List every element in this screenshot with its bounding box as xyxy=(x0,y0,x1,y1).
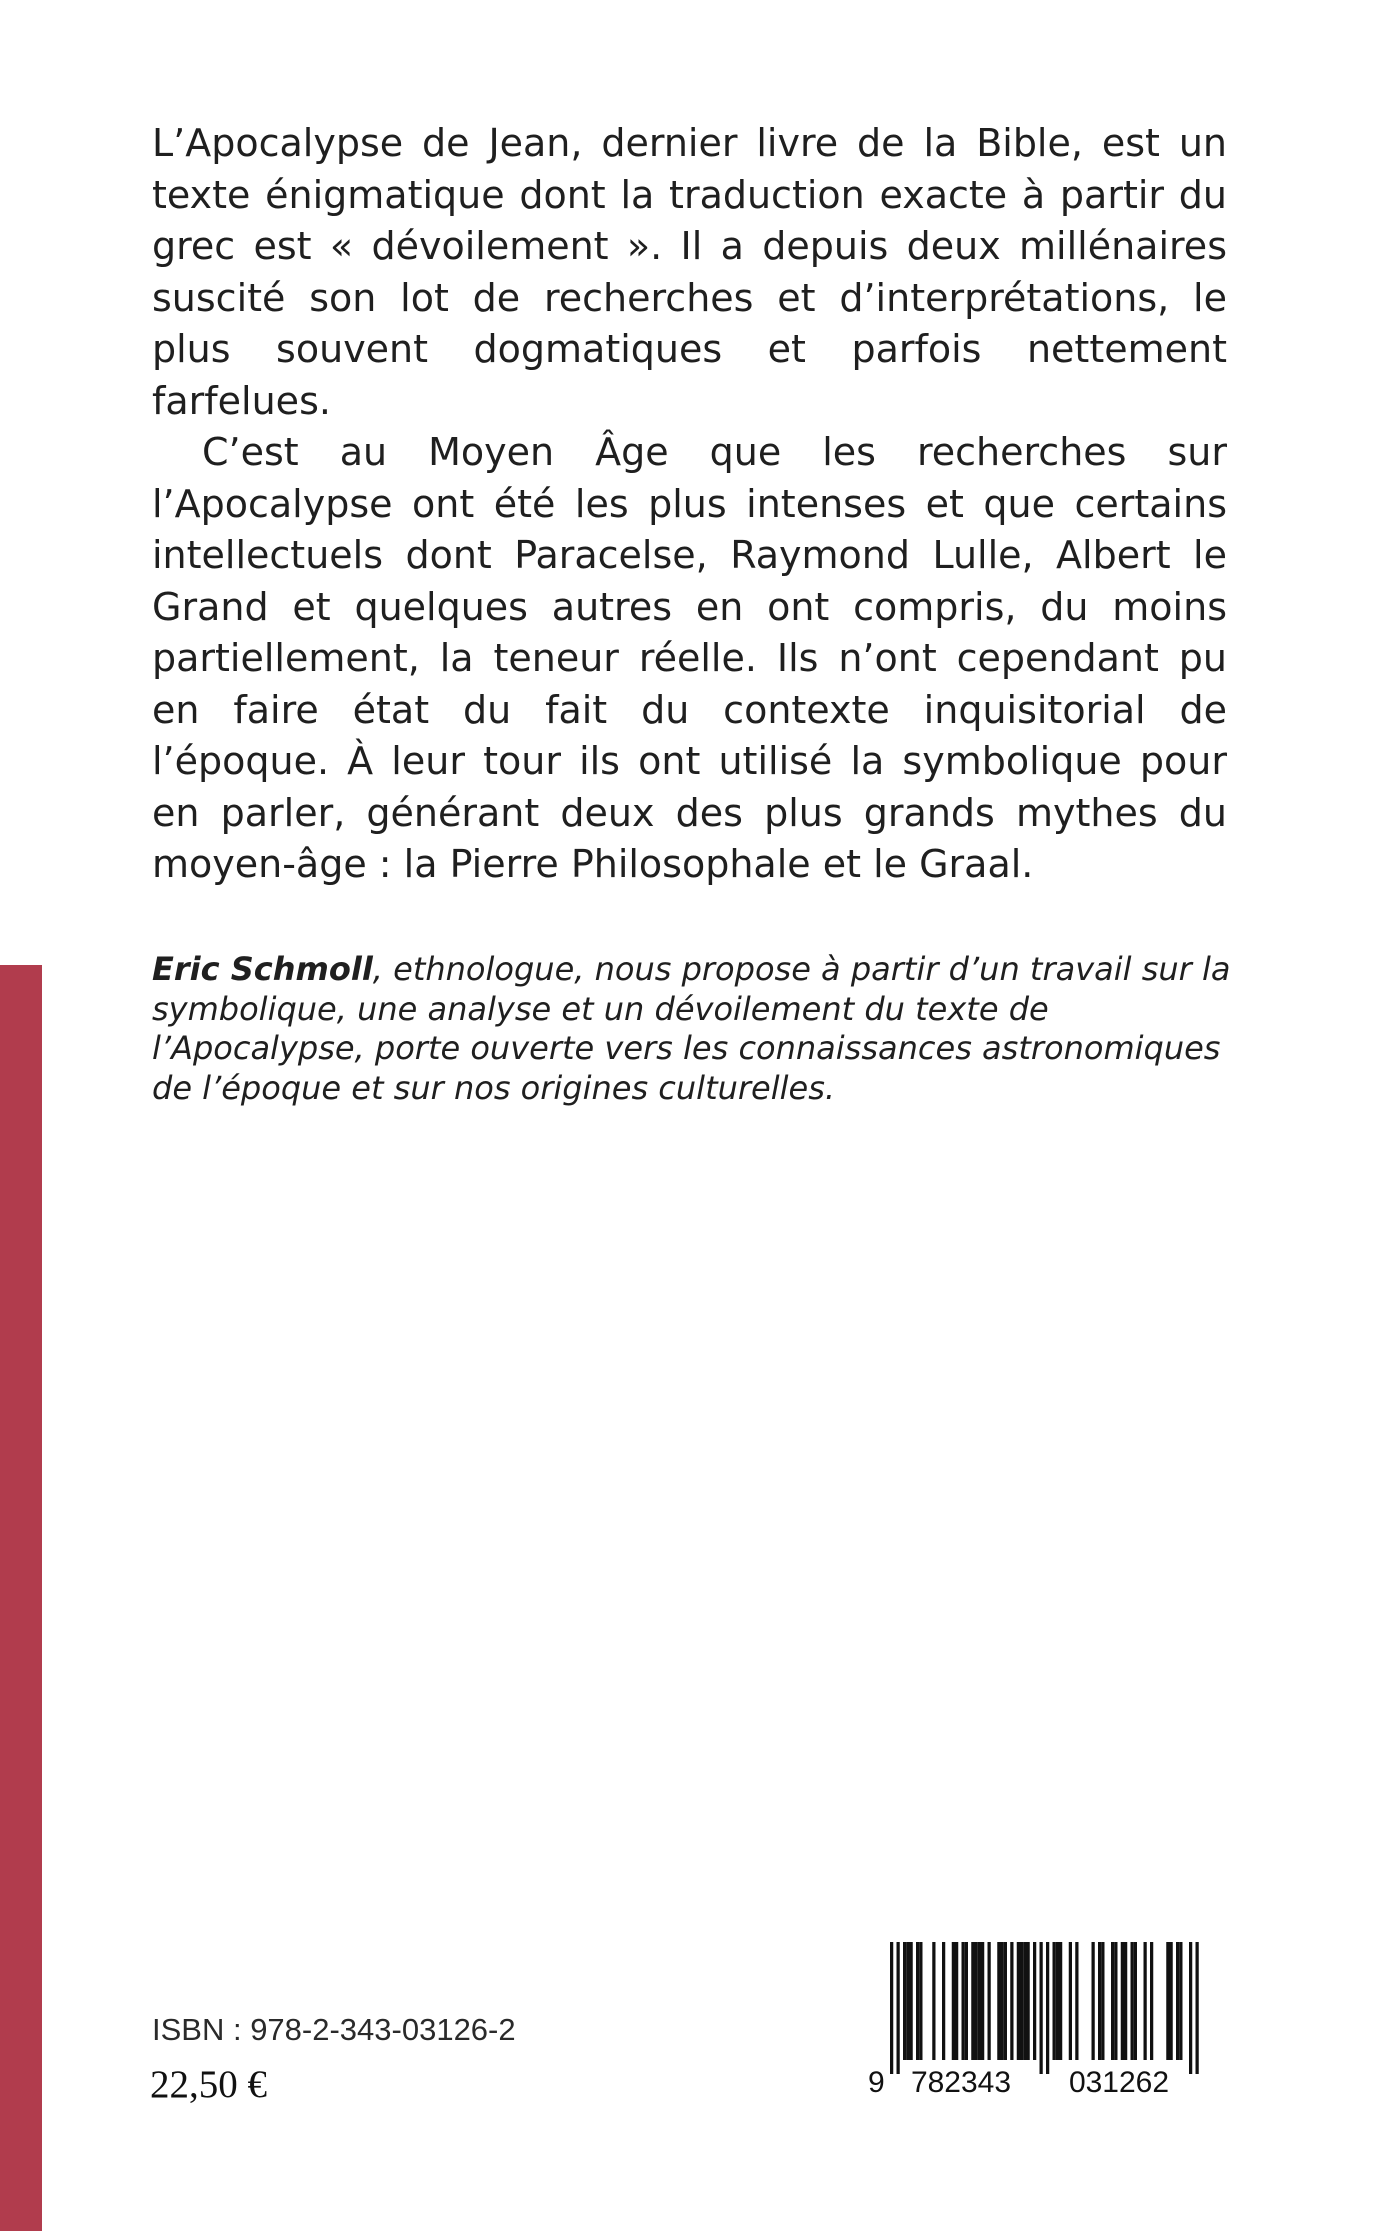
barcode-bar xyxy=(1001,1942,1004,2060)
barcode-bar xyxy=(981,1942,984,2060)
barcode-bar xyxy=(1101,1942,1104,2060)
author-description: , ethnologue, nous propose à partir d’un travail sur la symbolique, une analyse et un dévoilement du texte de l’Apocalypse, porte ouverte vers les connaissances astronomiques de l’époque et sur nos origines culturelles. xyxy=(152,950,1231,1107)
barcode-bar xyxy=(1170,1942,1173,2060)
barcode-bar xyxy=(1111,1942,1114,2060)
barcode-bar xyxy=(971,1942,974,2060)
barcode-bar xyxy=(1092,1942,1095,2060)
barcode-first-digit: 9 xyxy=(868,2066,885,2098)
barcode-bar xyxy=(906,1942,909,2060)
barcode-bar xyxy=(1075,1942,1078,2060)
barcode-guard-bar xyxy=(897,1942,900,2074)
barcode-bar xyxy=(1124,1942,1127,2060)
author-note xyxy=(152,950,1232,1108)
barcode-bar xyxy=(1010,1942,1013,2060)
barcode-bar xyxy=(1166,1942,1169,2060)
barcode-bar xyxy=(975,1942,978,2060)
barcode-bar xyxy=(965,1942,968,2060)
barcode-bar xyxy=(1033,1942,1036,2060)
barcode-bar xyxy=(1020,1942,1023,2060)
blurb-paragraph-1: L’Apocalypse de Jean, dernier livre de la Bible, est un texte énigmatique dont la traduction exacte à partir du grec est « dévoilement ». Il a depuis deux millénaires suscité son lot de recherches et d’interprétations, le plus souvent dogmatiques et parfois nettement farfelues. xyxy=(152,121,1227,423)
barcode-bar xyxy=(1176,1942,1179,2060)
barcode-bar xyxy=(1069,1942,1072,2060)
barcode-guard-bar xyxy=(1040,1942,1043,2074)
barcode-bar xyxy=(1098,1942,1101,2060)
barcode-guard-bar xyxy=(1196,1942,1199,2074)
barcode-bar xyxy=(903,1942,906,2060)
ean-barcode xyxy=(866,1940,1218,2098)
barcode-bar xyxy=(962,1942,965,2060)
barcode-bar xyxy=(1134,1942,1137,2060)
barcode-bar xyxy=(1131,1942,1134,2060)
author-name: Eric Schmoll xyxy=(152,950,373,988)
barcode-bar xyxy=(1017,1942,1020,2060)
barcode-guard-bar xyxy=(890,1942,893,2074)
blurb-paragraph-2: C’est au Moyen Âge que les recherches sur l’Apocalypse ont été les plus intenses et que certains intellectuels dont Paracelse, Raymond Lulle, Albert le Grand et quelques autres en ont compris, du moins partiellement, la teneur réelle. Ils n’ont cependant pu en faire état du fait du contexte inquisitorial de l’époque. À leur tour ils ont utilisé la symbolique pour en parler, générant deux des plus grands mythes du moyen-âge : la Pierre Philosophale et le Graal. xyxy=(152,430,1227,886)
barcode-bar xyxy=(942,1942,945,2060)
barcode-guard-bar xyxy=(1046,1942,1049,2074)
red-accent-band xyxy=(0,965,42,2231)
barcode-bar xyxy=(978,1942,981,2060)
barcode-bar xyxy=(1004,1942,1007,2060)
barcode-bar xyxy=(1053,1942,1056,2060)
barcode-bar xyxy=(952,1942,955,2060)
barcode-bar xyxy=(1027,1942,1030,2060)
barcode-bar xyxy=(910,1942,913,2060)
barcode-bars xyxy=(890,1942,1199,2074)
barcode-bar xyxy=(1056,1942,1059,2060)
barcode-bar xyxy=(916,1942,919,2060)
barcode-bar xyxy=(932,1942,935,2060)
barcode-bar xyxy=(1023,1942,1026,2060)
barcode-right-digits: 031262 xyxy=(1068,2066,1170,2098)
barcode-bar xyxy=(1114,1942,1117,2060)
barcode-left-digits: 782343 xyxy=(910,2066,1012,2098)
barcode-bar xyxy=(919,1942,922,2060)
isbn-text: ISBN : 978-2-343-03126-2 xyxy=(152,2012,516,2047)
barcode-bar xyxy=(1150,1942,1153,2060)
barcode-bar xyxy=(1059,1942,1062,2060)
barcode-bar xyxy=(988,1942,991,2060)
barcode-bar xyxy=(955,1942,958,2060)
barcode-bar xyxy=(1179,1942,1182,2060)
price-text: 22,50 € xyxy=(150,2063,267,2106)
barcode-bar xyxy=(997,1942,1000,2060)
barcode-bar xyxy=(1121,1942,1124,2060)
barcode-guard-bar xyxy=(1189,1942,1192,2074)
barcode-bar xyxy=(1144,1942,1147,2060)
back-cover-blurb xyxy=(152,118,1227,891)
barcode-graphic xyxy=(866,1940,1218,2098)
